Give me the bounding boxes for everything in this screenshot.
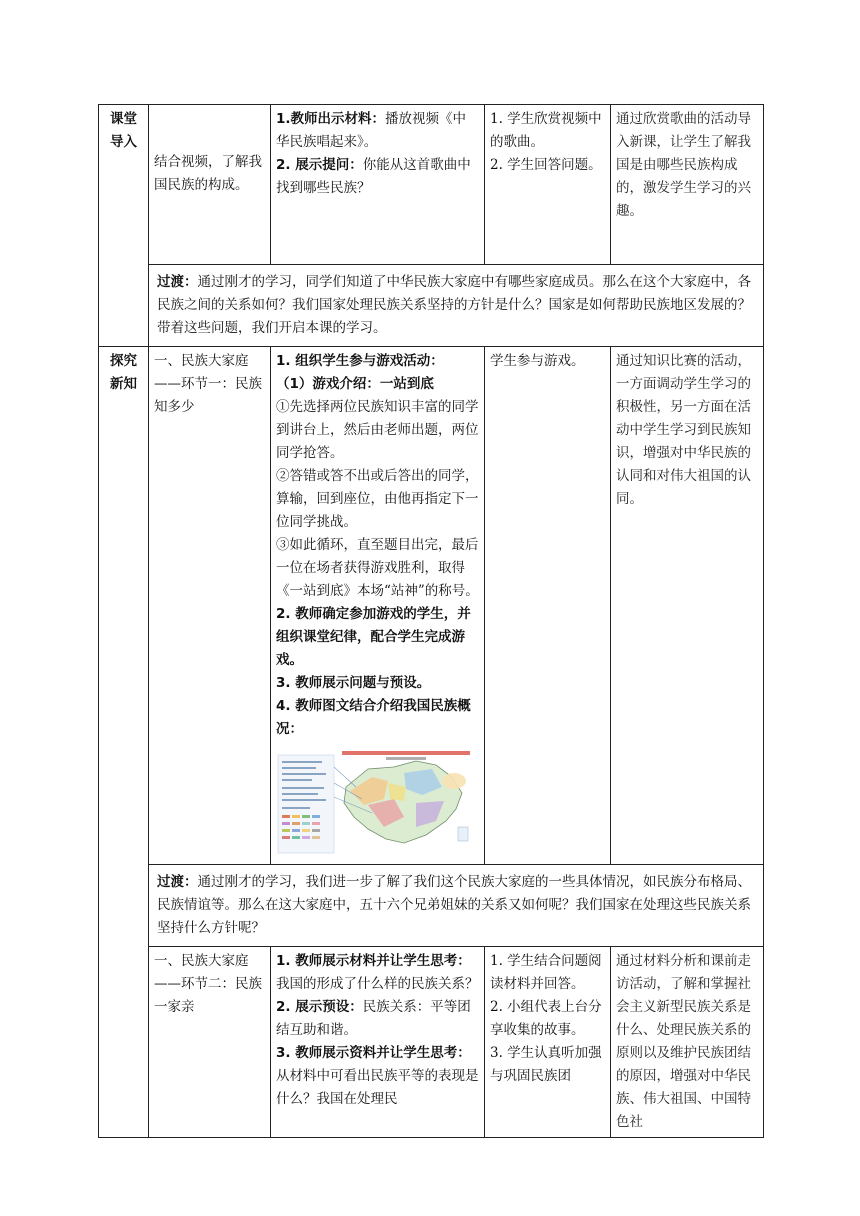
intro-transition-row: [99, 265, 764, 347]
seg1-teacher-heading-5: 4. 教师图文结合介绍我国民族概况：: [276, 698, 471, 737]
seg1-teacher-activity: [271, 347, 485, 865]
seg1-teacher-heading-4: 3. 教师展示问题与预设。: [276, 675, 431, 691]
intro-row: [99, 105, 764, 265]
seg1-design-intent: 通过知识比赛的活动，一方面调动学生学习的积极性，另一方面在活动中学生学习到民族知识，增强对中华民族的认同和对伟大祖国的认同。: [611, 347, 764, 865]
seg2-teacher-activity: [271, 947, 485, 1138]
intro-student-item-1: 1. 学生欣赏视频中的歌曲。: [490, 111, 602, 150]
seg1-teacher-rule-3: ③如此循环，直至题目出完，最后一位在场者获得游戏胜利，取得《一站到底》本场“站神”的称号。: [276, 537, 479, 599]
explore-seg1-row: [99, 347, 764, 865]
stage-label-intro: 课堂导入: [99, 105, 149, 347]
ethnic-distribution-map-image: [276, 747, 476, 857]
explore-seg2-row: [99, 947, 764, 1138]
seg2-student-item-1: 1. 学生结合问题阅读材料并回答。: [490, 953, 602, 992]
seg1-teacher-rule-1: ①先选择两位民族知识丰富的同学到讲台上，然后由老师出题，两位同学抢答。: [276, 399, 479, 461]
seg1-teacher-heading-1: 1. 组织学生参与游戏活动：: [276, 353, 444, 369]
lesson-plan-table: [98, 104, 764, 1138]
intro-topic: 结合视频，了解我国民族的构成。: [149, 105, 271, 265]
seg1-topic: 一、民族大家庭——环节一：民族知多少: [149, 347, 271, 865]
seg1-teacher-heading-3: 2. 教师确定参加游戏的学生，并组织课堂纪律，配合学生完成游戏。: [276, 606, 471, 668]
intro-design-intent: 通过欣赏歌曲的活动导入新课，让学生了解我国是由哪些民族构成的，激发学生学习的兴趣。: [611, 105, 764, 265]
seg2-teacher-item-1: 1. 教师展示材料并让学生思考：我国的形成了什么样的民族关系？: [276, 953, 479, 992]
seg1-student-activity: 学生参与游戏。: [485, 347, 611, 865]
seg1-teacher-heading-2: （1）游戏介绍：一站到底: [276, 376, 434, 392]
seg2-student-activity: [485, 947, 611, 1138]
intro-teacher-item-1: 1.教师出示材料：播放视频《中华民族唱起来》。: [276, 111, 467, 150]
explore-transition-row: [99, 865, 764, 947]
seg2-design-intent: 通过材料分析和课前走访活动，了解和掌握社会主义新型民族关系是什么、处理民族关系的原则以及维护民族团结的原因，增强对中华民族、伟大祖国、中国特色社: [611, 947, 764, 1138]
seg2-topic: 一、民族大家庭——环节二：民族一家亲: [149, 947, 271, 1138]
intro-transition: 过渡：通过刚才的学习，同学们知道了中华民族大家庭中有哪些家庭成员。那么在这个大家庭中，各民族之间的关系如何？我们国家处理民族关系坚持的方针是什么？国家是如何帮助民族地区发展的？带着这些问题，我们开启本课的学习。: [149, 265, 764, 347]
stage-label-explore: 探究新知: [99, 347, 149, 1138]
seg1-teacher-rule-2: ②答错或答不出或后答出的同学，算输，回到座位，由他再指定下一位同学挑战。: [276, 468, 479, 530]
intro-student-activity: [485, 105, 611, 265]
seg2-teacher-item-3: 3. 教师展示资料并让学生思考：从材料中可看出民族平等的表现是什么？我国在处理民: [276, 1045, 479, 1107]
seg2-student-item-3: 3. 学生认真听加强与巩固民族团: [490, 1045, 602, 1084]
seg2-student-item-2: 2. 小组代表上台分享收集的故事。: [490, 999, 602, 1038]
explore-transition: 过渡：通过刚才的学习，我们进一步了解了我们这个民族大家庭的一些具体情况，如民族分布格局、民族情谊等。那么在这大家庭中，五十六个兄弟姐妹的关系又如何呢？我们国家在处理这些民族关系坚持什么方针呢？: [149, 865, 764, 947]
intro-teacher-item-2: 2. 展示提问：你能从这首歌曲中找到哪些民族？: [276, 157, 471, 196]
seg2-teacher-item-2: 2. 展示预设：民族关系：平等团结互助和谐。: [276, 999, 471, 1038]
intro-student-item-2: 2. 学生回答问题。: [490, 157, 602, 173]
china-map-figure: [276, 747, 476, 857]
intro-teacher-activity: [271, 105, 485, 265]
